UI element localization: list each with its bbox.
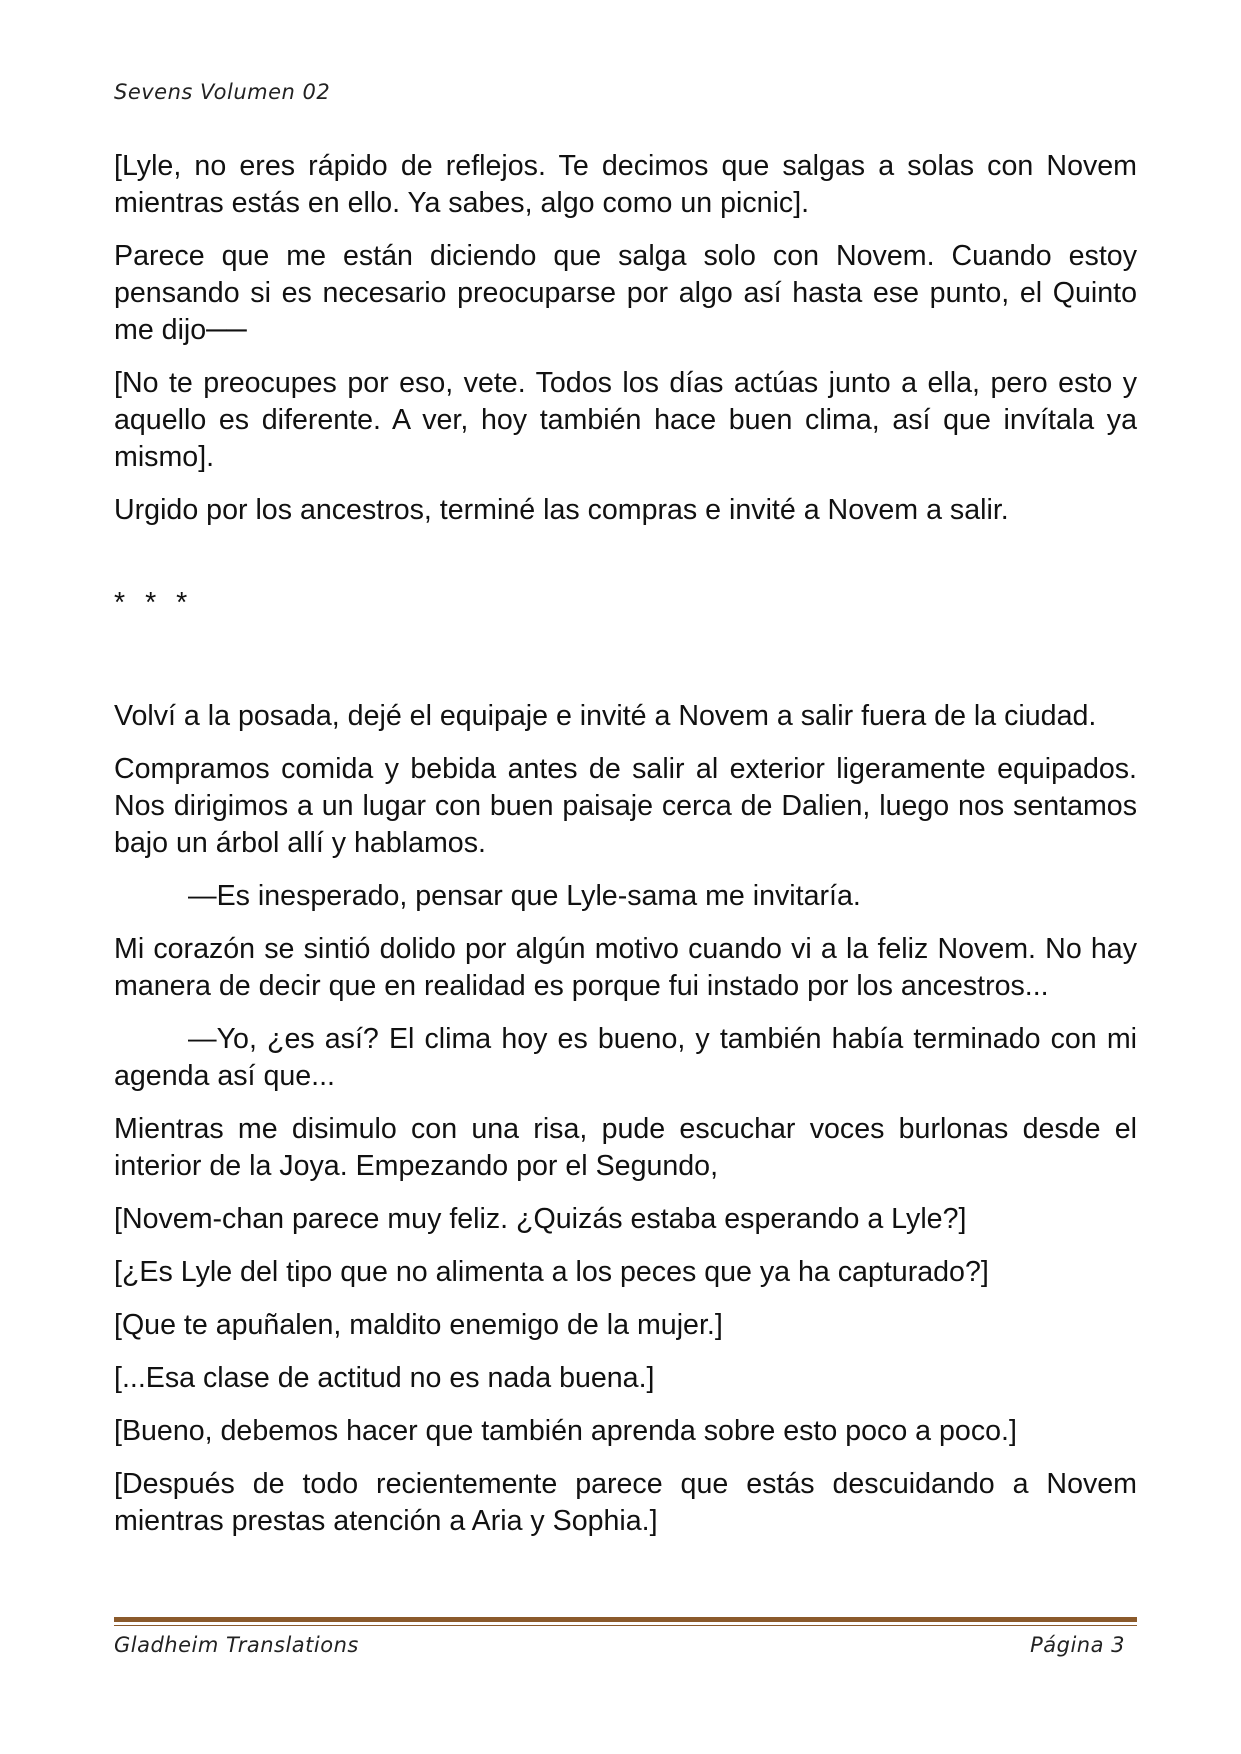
dialogue-line: —Yo, ¿es así? El clima hoy es bueno, y también había terminado con mi agenda así que... bbox=[114, 1023, 1137, 1092]
paragraph: [Después de todo recientemente parece que estás descuidando a Novem mientras prestas atención a Aria y Sophia.] bbox=[114, 1468, 1137, 1537]
scene-separator: * * * bbox=[114, 587, 194, 619]
footer-credit: Gladheim Translations bbox=[114, 1633, 359, 1657]
running-header: Sevens Volumen 02 bbox=[114, 80, 331, 104]
paragraph: [...Esa clase de actitud no es nada buena.] bbox=[114, 1362, 655, 1394]
paragraph: [No te preocupes por eso, vete. Todos los días actúas junto a ella, pero esto y aquello es diferente. A ver, hoy también hace buen clima, así que invítala ya mismo]. bbox=[114, 367, 1137, 473]
footer-rule bbox=[114, 1617, 1137, 1622]
paragraph: Volví a la posada, dejé el equipaje e invité a Novem a salir fuera de la ciudad. bbox=[114, 700, 1097, 732]
dialogue-line: —Es inesperado, pensar que Lyle-sama me invitaría. bbox=[188, 880, 861, 912]
page-body bbox=[114, 148, 1137, 1556]
paragraph: Compramos comida y bebida antes de salir al exterior ligeramente equipados. Nos dirigimos a un lugar con buen paisaje cerca de Dalien, luego nos sentamos bajo un árbol allí y hablamos. bbox=[114, 753, 1137, 859]
paragraph: Mientras me disimulo con una risa, pude escuchar voces burlonas desde el interior de la Joya. Empezando por el Segundo, bbox=[114, 1113, 1137, 1182]
paragraph: Urgido por los ancestros, terminé las compras e invité a Novem a salir. bbox=[114, 494, 1009, 526]
footer-rule-thin bbox=[114, 1625, 1137, 1626]
paragraph: Mi corazón se sintió dolido por algún motivo cuando vi a la feliz Novem. No hay manera de decir que en realidad es porque fui instado por los ancestros... bbox=[114, 933, 1137, 1002]
page-number: Página 3 bbox=[1030, 1633, 1125, 1657]
paragraph: [Novem-chan parece muy feliz. ¿Quizás estaba esperando a Lyle?] bbox=[114, 1203, 967, 1235]
paragraph: [¿Es Lyle del tipo que no alimenta a los peces que ya ha capturado?] bbox=[114, 1256, 989, 1288]
paragraph: [Lyle, no eres rápido de reflejos. Te decimos que salgas a solas con Novem mientras estás en ello. Ya sabes, algo como un picnic]. bbox=[114, 150, 1137, 219]
paragraph: [Bueno, debemos hacer que también aprenda sobre esto poco a poco.] bbox=[114, 1415, 1017, 1447]
paragraph: [Que te apuñalen, maldito enemigo de la mujer.] bbox=[114, 1309, 723, 1341]
paragraph: Parece que me están diciendo que salga solo con Novem. Cuando estoy pensando si es necesario preocuparse por algo así hasta ese punto, el Quinto me dijo── bbox=[114, 240, 1137, 346]
